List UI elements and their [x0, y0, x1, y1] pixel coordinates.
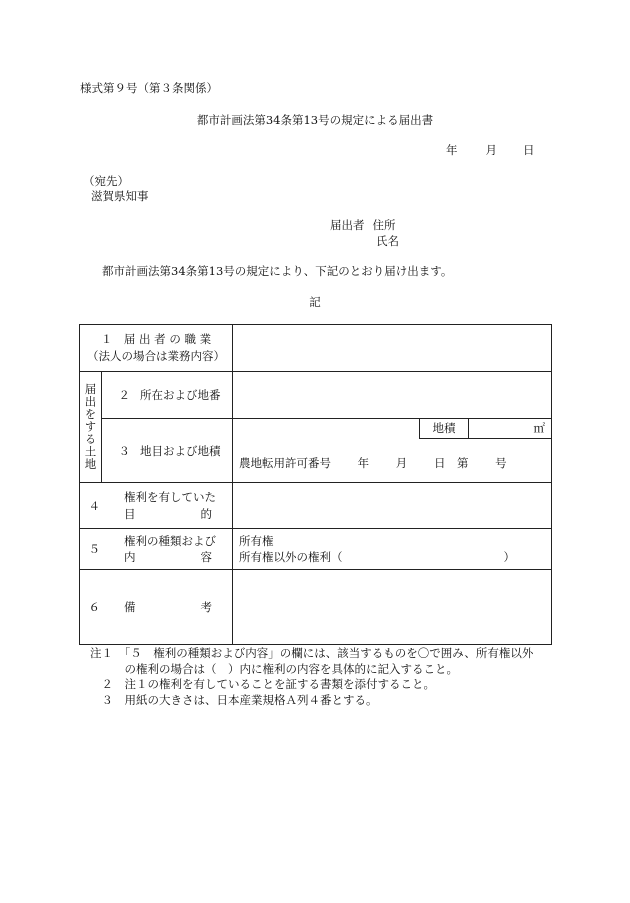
row-rights: [80, 529, 552, 570]
purpose-label-line1: 権利を有していた: [124, 489, 216, 504]
addressee-name: 滋賀県知事: [91, 189, 149, 203]
rights-label-line1: 権利の種類および: [124, 534, 216, 548]
occupation-field[interactable]: [233, 325, 552, 372]
location-label: 所在および地番: [140, 388, 221, 402]
date-month: 月: [485, 143, 497, 157]
filer-role: 届出者: [330, 218, 365, 232]
note-line-1: 注１ 「５ 権利の種類および内容」の欄には、該当するものを〇で囲み、所有権以外: [90, 646, 534, 660]
document-title: 都市計画法第34条第13号の規定による届出書: [196, 113, 434, 127]
purpose-label-cell: [80, 483, 233, 529]
row-occupation: [80, 325, 552, 372]
purpose-label-a: 目: [124, 506, 136, 521]
row-location: [80, 372, 552, 419]
row-land-category: [80, 419, 552, 483]
date-year: 年: [446, 143, 458, 157]
purpose-label-b: 的: [200, 506, 212, 521]
remarks-field[interactable]: [233, 570, 552, 645]
occupation-label-line1: １ 届 出 者 の 職 業: [100, 332, 212, 346]
land-category-num: ３: [118, 443, 130, 458]
note-line-2: の権利の場合は（ ）内に権利の内容を具体的に記入すること。: [90, 661, 458, 676]
purpose-field[interactable]: [233, 483, 552, 529]
rights-option-other[interactable]: 所有権以外の権利（ ）: [239, 550, 515, 564]
filer-address-line: [330, 220, 396, 232]
form-number: 様式第９号（第３条関係）: [80, 81, 218, 95]
rights-label-b: 容: [200, 550, 212, 564]
location-label-cell: [102, 372, 233, 419]
land-category-field[interactable]: [233, 419, 552, 483]
body-text: 都市計画法第34条第13号の規定により、下記のとおり届け出ます。: [102, 264, 453, 278]
row-purpose: [80, 483, 552, 529]
land-category-label-cell: [102, 419, 233, 483]
note-line-3: ２ 注１の権利を有していることを証する書類を添付すること。: [90, 677, 435, 691]
land-group-label: 届出をする土地: [83, 383, 98, 471]
rights-num: ５: [88, 542, 100, 556]
farmland-permit-number: 農地転用許可番号 年 月 日 第 号: [239, 456, 507, 470]
rights-field[interactable]: [233, 529, 552, 570]
ki-heading: 記: [309, 295, 321, 309]
land-group-cell: [80, 372, 102, 483]
remarks-num: ６: [88, 600, 100, 614]
date-day: 日: [523, 143, 535, 157]
date-line: [446, 145, 535, 157]
rights-option-ownership[interactable]: 所有権: [239, 534, 274, 548]
note-line-4: ３ 用紙の大きさは、日本産業規格Ａ列４番とする。: [90, 692, 378, 707]
purpose-num: ４: [88, 498, 100, 513]
rights-label-a: 内: [124, 550, 136, 564]
occupation-label-cell: [80, 325, 233, 372]
remarks-label-a: 備: [124, 600, 136, 614]
area-label: 地積: [420, 419, 469, 438]
rights-label-cell: [80, 529, 233, 570]
remarks-label-b: 考: [200, 600, 212, 614]
location-num: ２: [118, 388, 130, 402]
row-remarks: [80, 570, 552, 645]
addressee-label: （宛先）: [83, 174, 129, 188]
notification-table: [79, 324, 552, 645]
filer-address-label: 住所: [372, 218, 396, 232]
filer-name-label: 氏名: [376, 234, 399, 248]
area-box: [419, 419, 551, 439]
notes: [90, 646, 533, 708]
location-field[interactable]: [233, 372, 552, 419]
land-category-label: 地目および地積: [140, 443, 221, 458]
area-unit: ㎡: [533, 421, 545, 435]
occupation-label-line2: （法人の場合は業務内容）: [87, 349, 225, 363]
remarks-label-cell: [80, 570, 233, 645]
